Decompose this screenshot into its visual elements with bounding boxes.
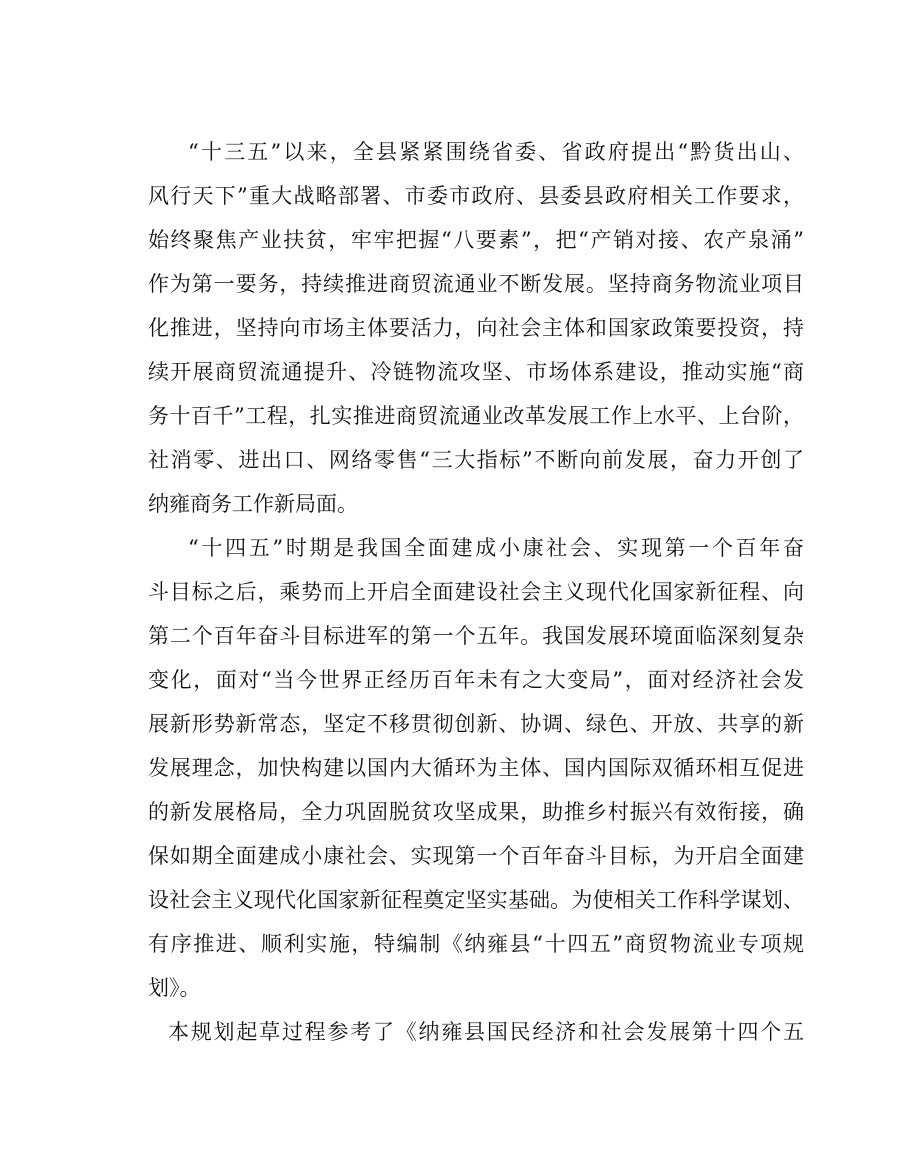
text-line: 变化，面对“当今世界正经历百年未有之大变局”，面对经济社会发 [148, 668, 804, 692]
text-line: 保如期全面建成小康社会、实现第一个百年奋斗目标，为开启全面建 [148, 844, 804, 868]
text-line: 设社会主义现代化国家新征程奠定坚实基础。为使相关工作科学谋划、 [148, 888, 804, 912]
paragraph-1 [148, 130, 804, 526]
body-text [148, 130, 804, 1054]
text-line: 风行天下”重大战略部署、市委市政府、县委县政府相关工作要求， [148, 184, 804, 208]
text-line: 社消零、进出口、网络零售“三大指标”不断向前发展，奋力开创了 [148, 448, 804, 472]
text-line: 本规划起草过程参考了《纳雍县国民经济和社会发展第十四个五 [168, 1020, 804, 1044]
paragraph-2 [148, 526, 804, 1010]
text-line: 的新发展格局，全力巩固脱贫攻坚成果，助推乡村振兴有效衔接，确 [148, 800, 804, 824]
text-line: 第二个百年奋斗目标进军的第一个五年。我国发展环境面临深刻复杂 [148, 624, 804, 648]
text-line: 展新形势新常态，坚定不移贯彻创新、协调、绿色、开放、共享的新 [148, 712, 804, 736]
text-line: 斗目标之后，乘势而上开启全面建设社会主义现代化国家新征程、向 [148, 580, 804, 604]
text-line: 化推进，坚持向市场主体要活力，向社会主体和国家政策要投资，持 [148, 316, 804, 340]
text-line: 始终聚焦产业扶贫，牢牢把握“八要素”，把“产销对接、农产泉涌” [148, 228, 804, 252]
text-line: 划》。 [148, 976, 201, 1000]
text-line: 续开展商贸流通提升、冷链物流攻坚、市场体系建设，推动实施“商 [148, 360, 804, 384]
text-line: “十四五”时期是我国全面建成小康社会、实现第一个百年奋 [188, 536, 804, 560]
paragraph-3 [148, 1010, 804, 1054]
text-line: 有序推进、顺利实施，特编制《纳雍县“十四五”商贸物流业专项规 [148, 932, 804, 956]
text-line: “十三五”以来，全县紧紧围绕省委、省政府提出“黔货出山、 [188, 140, 804, 164]
text-line: 发展理念，加快构建以国内大循环为主体、国内国际双循环相互促进 [148, 756, 804, 780]
text-line: 纳雍商务工作新局面。 [148, 492, 358, 516]
text-line: 作为第一要务，持续推进商贸流通业不断发展。坚持商务物流业项目 [148, 272, 804, 296]
text-line: 务十百千”工程，扎实推进商贸流通业改革发展工作上水平、上台阶， [148, 404, 804, 428]
